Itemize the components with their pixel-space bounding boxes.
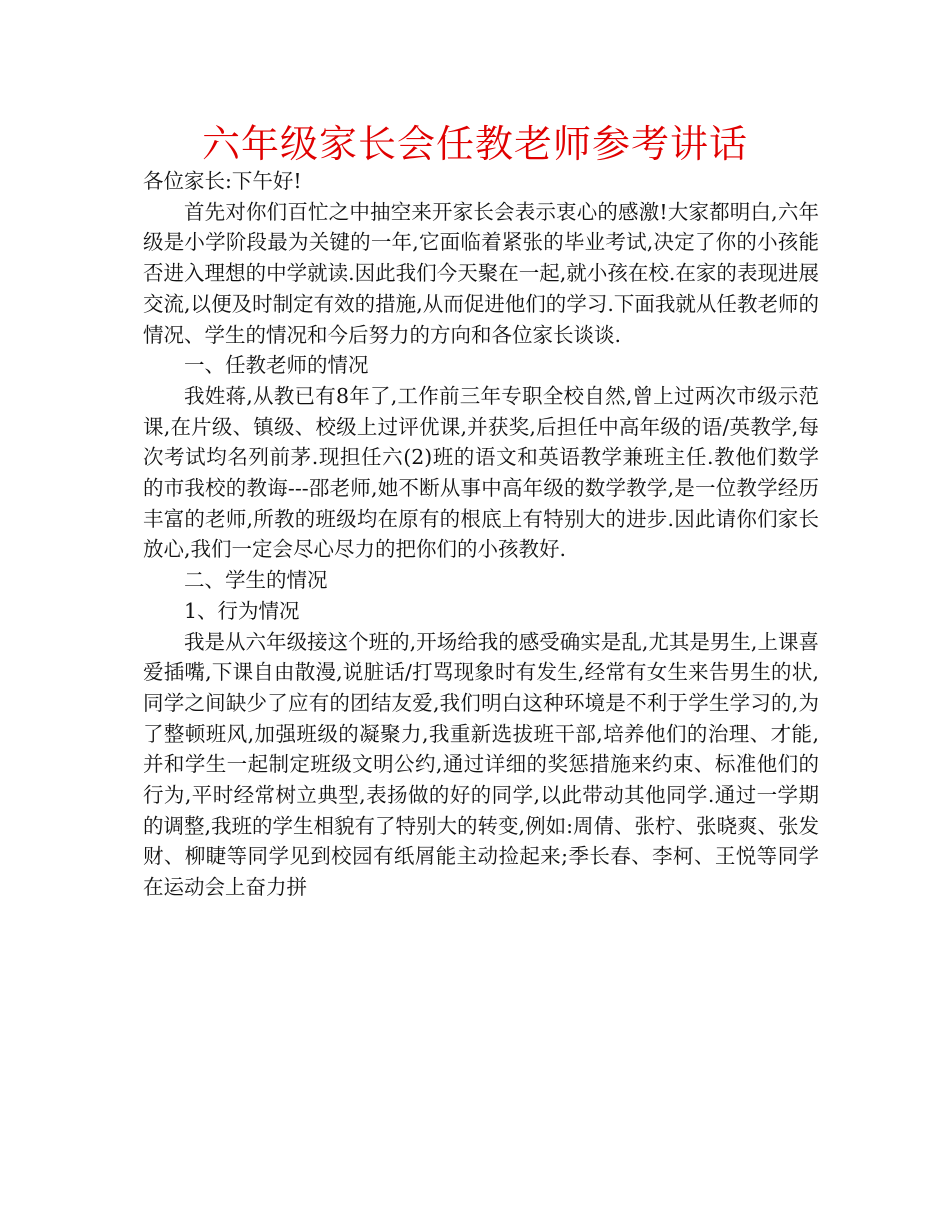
section-heading-students: 二、学生的情况	[184, 568, 328, 593]
subsection-heading-behavior: 1、行为情况	[184, 598, 300, 623]
intro-paragraph: 首先对你们百忙之中抽空来开家长会表示衷心的感激!大家都明白,六年级是小学阶段最为关键的一年,它面临着紧张的毕业考试,决定了你的小孩能否进入理想的中学就读.因此我们今天聚在一起,就小孩在校.在家的表现进展交流,以便及时制定有效的措施,从而促进他们的学习.下面我就从任教老师的情况、学生的情况和今后努力的方向和各位家长谈谈.	[143, 199, 819, 347]
teachers-paragraph: 我姓蒋,从教已有8年了,工作前三年专职全校自然,曾上过两次市级示范课,在片级、镇级、校级上过评优课,并获奖,后担任中高年级的语/英教学,每次考试均名列前茅.现担任六(2)班的语文和英语教学兼班主任.教他们数学的市我校的教诲---邵老师,她不断从事中高年级的数学教学,是一位教学经历丰富的老师,所教的班级均在原有的根底上有特别大的进步.因此请你们家长放心,我们一定会尽心尽力的把你们的小孩教好.	[143, 383, 819, 562]
behavior-paragraph: 我是从六年级接这个班的,开场给我的感受确实是乱,尤其是男生,上课喜爱插嘴,下课自由散漫,说脏话/打骂现象时有发生,经常有女生来告男生的状,同学之间缺少了应有的团结友爱,我们明白这种环境是不利于学生学习的,为了整顿班风,加强班级的凝聚力,我重新选拔班干部,培养他们的治理、才能,并和学生一起制定班级文明公约,通过详细的奖惩措施来约束、标准他们的行为,平时经常树立典型,表扬做的好的同学,以此带动其他同学.通过一学期的调整,我班的学生相貌有了特别大的转变,例如:周倩、张柠、张晓爽、张发财、柳睫等同学见到校园有纸屑能主动捡起来;季长春、李柯、王悦等同学在运动会上奋力拼	[143, 629, 819, 900]
document-body	[143, 166, 819, 903]
salutation-paragraph: 各位家长:下午好!	[143, 169, 302, 193]
document-title: 六年级家长会任教老师参考讲话	[201, 122, 748, 166]
section-heading-teachers: 一、任教老师的情况	[184, 353, 369, 378]
